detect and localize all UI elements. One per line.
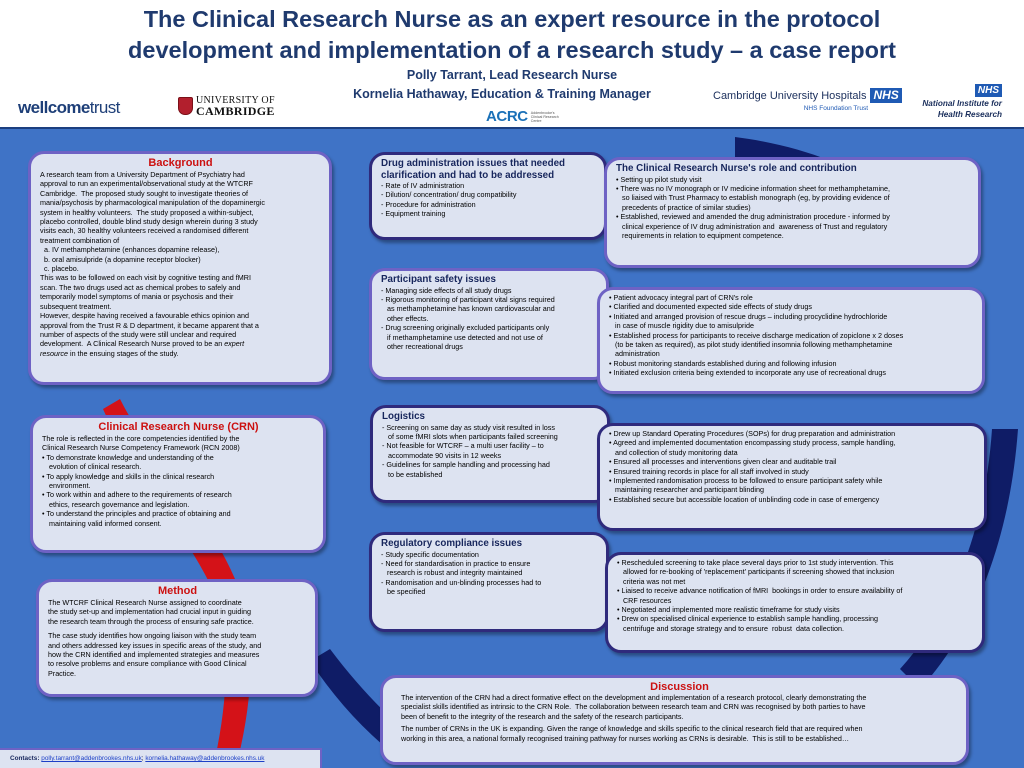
safety-lines-line: other recreational drugs	[381, 341, 463, 351]
bg-lines-line: b. oral amisulpride (a dopamine receptor blocker)	[40, 254, 201, 264]
background-line-text: development. A Clinical Research Nurse proved to be an	[40, 339, 223, 349]
regulatory-heading: Regulatory compliance issues	[381, 538, 523, 549]
disc-p2-line: The number of CRNs in the UK is expanding. Given the range of knowledge and skills specific to the clinical research field that are required when	[401, 724, 863, 734]
logistics-lines-line: to be established	[382, 469, 443, 479]
wellcome-logo-word: wellcome	[18, 98, 90, 117]
method-p2-line: how the CRN identified and implemented strategies and measures	[48, 650, 260, 660]
method-p2-line: to resolve problems and ensure compliance with Good Clinical	[48, 659, 247, 669]
crn-role-list	[616, 175, 970, 241]
regulatory-lines-line: - Need for standardisation in practice to ensure	[381, 558, 531, 568]
bg-lines-line: approval to run an experimental/observational study at the WTCRF	[40, 179, 253, 189]
method-p1-line: the research team through the process of ensuring safe practice.	[48, 616, 254, 626]
role-lines-line: precedents of practice of similar studies)	[616, 202, 751, 212]
author-2: Kornelia Hathaway, Education & Training Manager	[353, 87, 651, 101]
regulatory-actions-lines-line: CRF resources	[617, 595, 672, 605]
bg-lines-line: visits each, 30 healthy volunteers received a randomised different	[40, 226, 249, 236]
logistics-lines-line: of some fMRI slots when participants failed screening	[382, 431, 558, 441]
author-1: Polly Tarrant, Lead Research Nurse	[406, 68, 618, 82]
nihr-logo-line1: National Institute for	[922, 99, 1002, 108]
regulatory-actions-list	[617, 558, 974, 633]
crn-panel	[30, 415, 326, 553]
crn-competency-item: • To work within and adhere to the requirements of research	[42, 490, 232, 500]
drug-items-line: - Equipment training	[381, 209, 446, 219]
discussion-paragraph-2	[401, 724, 958, 743]
disc-p1-line: specialist skills identified as intrinsic to the CRN Role. The collaboration between research team and CRN was recognised by both parties to have	[401, 702, 866, 712]
cambridge-university-logo	[178, 96, 275, 116]
role-lines-line: requirements in relation to equipment competence.	[616, 230, 784, 240]
crn-competency-item: • To demonstrate knowledge and understanding of the	[42, 452, 214, 462]
safety-lines-line: as methamphetamine has known cardiovascular and	[381, 304, 555, 314]
safety-lines-line: other effects.	[381, 313, 429, 323]
regulatory-actions-panel	[605, 552, 985, 653]
crn-competency-list	[42, 453, 315, 528]
safety-actions-panel	[597, 287, 985, 394]
background-italic-expert: expert	[224, 339, 245, 349]
role-lines-line: clinical experience of IV drug administration and awareness of Trust and regulatory	[616, 221, 888, 231]
safety-actions-lines-line: • Clarified and documented expected side effects of study drugs	[609, 302, 812, 312]
cuh-logo-sub: NHS Foundation Trust	[803, 105, 868, 112]
safety-actions-lines-line: • Robust monitoring standards established during and following infusion	[609, 358, 837, 368]
safety-actions-lines-line: • Patient advocacy integral part of CRN's role	[609, 293, 753, 302]
background-text	[40, 170, 321, 349]
logistics-list	[382, 423, 599, 479]
poster-title	[0, 4, 1024, 66]
crn-heading: Clinical Research Nurse (CRN)	[98, 421, 259, 433]
drug-admin-heading-2: clarification and had to be addressed	[381, 169, 555, 181]
method-panel	[36, 579, 318, 697]
safety-actions-list	[609, 293, 974, 378]
safety-actions-lines-line: • Established process for participants to receive discharge medication of zopiclone x 2 doses	[609, 330, 904, 340]
crn-role-heading: The Clinical Research Nurse's role and contribution	[616, 163, 857, 174]
discussion-heading: Discussion	[650, 681, 709, 693]
participant-safety-panel	[369, 268, 609, 380]
acrc-logo-word: ACRC	[486, 108, 528, 125]
regulatory-actions-lines-line: • Rescheduled screening to take place several days prior to 1st study intervention. This	[617, 558, 894, 567]
nihr-logo	[910, 80, 1002, 120]
regulatory-panel	[369, 532, 609, 632]
bg-lines-line: number of aspects of the study were still unclear and required	[40, 329, 237, 339]
title-line-2: development and implementation of a research study – a case report	[128, 37, 896, 63]
role-lines-line: • Setting up pilot study visit	[616, 174, 702, 184]
contact-email-2[interactable]: kornelia.hathaway@addenbrookes.nhs.uk	[145, 755, 265, 762]
bg-lines-line: treatment combination of	[40, 235, 120, 245]
background-last-line	[40, 349, 321, 358]
method-p1-line: the study set-up and implementation had crucial input in guiding	[48, 607, 251, 617]
drug-items-line: - Procedure for administration	[381, 199, 476, 209]
cambridge-logo-line2: CAMBRIDGE	[196, 104, 275, 118]
bg-lines-line: Cambridge. The proposed study sought to investigate theories of	[40, 188, 249, 198]
safety-lines-line: if methamphetamine use detected and not use of	[381, 332, 543, 342]
background-italic-resource: resource	[40, 348, 68, 358]
bg-lines-line: system in healthy volunteers. The study proposed a within-subject,	[40, 207, 254, 217]
logistics-actions-lines-line: maintaining researcher and participant blinding	[609, 485, 765, 495]
drug-admin-list	[381, 181, 596, 219]
method-paragraph-1	[48, 598, 307, 626]
logistics-heading: Logistics	[382, 411, 426, 422]
logistics-actions-lines-line: • Agreed and implemented documentation encompassing study process, sample handling,	[609, 438, 896, 448]
disc-p1-line: The intervention of the CRN had a direct formative effect on the development and implementation of a research protocol, clearly demonstrating the	[401, 693, 867, 702]
logistics-lines-line: accommodate 90 visits in 12 weeks	[382, 450, 502, 460]
method-paragraph-2	[48, 631, 307, 678]
cambridge-crest-icon	[178, 97, 193, 115]
regulatory-actions-lines-line: • Negotiated and implemented more realistic timeframe for study visits	[617, 605, 840, 615]
crn-intro	[42, 434, 315, 453]
logistics-lines-line: - Not feasible for WTCRF – a multi user facility – to	[382, 441, 544, 451]
safety-actions-lines-line: in case of muscle rigidity due to amisulpride	[609, 321, 755, 331]
crn-competency-item-cont: ethics, research governance and legislation.	[49, 499, 190, 509]
logistics-actions-lines-line: and collection of study monitoring data	[609, 447, 738, 457]
crn-competency-item-cont: environment.	[49, 481, 91, 491]
bg-lines-line: scan. The two drugs used act as chemical probes to safely and	[40, 282, 241, 292]
regulatory-list	[381, 550, 598, 597]
acrc-logo-subtitle: Addenbrooke's Clinical Research Centre	[530, 110, 559, 123]
regulatory-lines-line: be specified	[381, 587, 426, 597]
safety-lines-line: - Managing side effects of all study drugs	[381, 285, 512, 295]
regulatory-actions-lines-line: allowed for re-booking of 'replacement' participants if screening showed that inclusion	[617, 567, 895, 577]
contacts-label: Contacts:	[10, 755, 40, 762]
logistics-lines-line: - Screening on same day as study visit resulted in loss	[382, 422, 555, 432]
contacts-bar	[0, 748, 322, 768]
discussion-panel	[380, 675, 969, 765]
background-last-plain: in the ensuing stages of the study.	[67, 348, 179, 358]
method-p2-line: The case study identifies how ongoing liaison with the study team	[48, 631, 257, 641]
cuh-logo-name: Cambridge University Hospitals	[713, 89, 867, 102]
crn-competency-item: • To apply knowledge and skills in the clinical research	[42, 471, 215, 481]
wellcome-trust-logo	[18, 98, 120, 118]
bg-lines-line: approval from the Trust R & D department, it became apparent that a	[40, 320, 259, 330]
logistics-panel	[370, 405, 610, 503]
wellcome-logo-trust: trust	[89, 98, 120, 117]
cuh-logo	[713, 88, 899, 112]
disc-p2-line: working in this area, a national formally recognised training pathway for nurses working as CRNs is desirable. This is still to be established…	[401, 733, 850, 743]
role-lines-line: • Established, reviewed and amended the drug administration procedure - informed by	[616, 212, 890, 222]
safety-actions-lines-line: (to be taken as required), as pilot study identified insomnia following methamphetamine	[609, 340, 893, 350]
role-lines-line: so liaised with Trust Pharmacy to establish monograph (eg, by providing evidence of	[616, 193, 890, 203]
logistics-actions-lines-line: • Drew up Standard Operating Procedures (SOPs) for drug preparation and administration	[609, 429, 896, 438]
bg-lines-line: subsequent treatment.	[40, 301, 112, 311]
participant-safety-heading: Participant safety issues	[381, 274, 496, 285]
regulatory-lines-line: - Study specific documentation	[381, 549, 479, 559]
role-lines-line: • There was no IV monograph or IV medicine information sheet for methamphetamine,	[616, 183, 891, 193]
safety-lines-line: - Drug screening originally excluded participants only	[381, 323, 550, 333]
regulatory-actions-lines-line: centrifuge and storage strategy and to ensure robust data collection.	[617, 623, 844, 633]
logistics-actions-panel	[597, 423, 987, 531]
method-p2-line: Practice.	[48, 668, 76, 678]
participant-safety-list	[381, 286, 598, 352]
safety-actions-lines-line: • Initiated and arranged provision of rescue drugs – including procyclidine hydrochloride	[609, 311, 888, 321]
bg-lines-line: temporarily model symptoms of mania or psychosis and their	[40, 292, 234, 302]
safety-actions-lines-line: administration	[609, 349, 660, 359]
regulatory-lines-line: research is robust and integrity maintained	[381, 568, 523, 578]
cambridge-logo-line1: UNIVERSITY OF	[196, 95, 275, 106]
bg-lines-line: placebo controlled, double blind study design wherein during 3 study	[40, 217, 258, 227]
regulatory-actions-lines-line: • Liaised to receive advance notification of fMRI bookings in order to ensure availability of	[617, 586, 903, 596]
bg-lines-line: a. IV methamphetamine (enhances dopamine release),	[40, 245, 220, 255]
crn-competency-item-cont: maintaining valid informed consent.	[49, 518, 162, 528]
regulatory-lines-line: - Randomisation and un-blinding processes had to	[381, 577, 542, 587]
drug-admin-heading-1: Drug administration issues that needed	[381, 158, 565, 169]
logistics-actions-lines-line: • Established secure but accessible location of unblinding code in case of emergency	[609, 494, 880, 504]
background-heading: Background	[148, 157, 213, 169]
crn-intro-line: The role is reflected in the core competencies identified by the	[42, 434, 240, 443]
nihr-nhs-badge: NHS	[975, 84, 1002, 97]
title-line-1: The Clinical Research Nurse as an expert resource in the protocol	[143, 6, 881, 32]
crn-competency-item-cont: evolution of clinical research.	[49, 462, 142, 472]
drug-admin-panel	[369, 152, 607, 240]
drug-items-line: - Dilution/ concentration/ drug compatibility	[381, 190, 517, 200]
discussion-paragraph-1	[401, 693, 958, 721]
method-p1-line: The WTCRF Clinical Research Nurse assigned to coordinate	[48, 598, 242, 607]
bg-lines-line: However, despite having received a favourable ethics opinion and	[40, 311, 249, 321]
acrc-logo	[486, 108, 561, 125]
crn-intro-line: Clinical Research Nurse Competency Framework (RCN 2008)	[42, 443, 240, 453]
regulatory-actions-lines-line: • Drew on specialised clinical experience to establish sample handling, processing	[617, 614, 879, 624]
safety-lines-line: - Rigorous monitoring of participant vital signs required	[381, 294, 555, 304]
contact-separator: ;	[141, 755, 144, 762]
logistics-actions-list	[609, 429, 976, 504]
crn-competency-item: • To understand the principles and practice of obtaining and	[42, 509, 231, 519]
drug-items-line: - Rate of IV administration	[381, 181, 465, 190]
logistics-actions-lines-line: • Implemented randomisation process to be followed to ensure participant safety while	[609, 476, 883, 486]
crn-role-panel	[604, 157, 981, 268]
disc-p1-line: been of benefit to the integrity of the research and the safety of the research participants.	[401, 711, 684, 721]
bg-lines-line: mania/psychosis by pharmacological manipulation of the dopaminergic	[40, 198, 265, 208]
method-heading: Method	[157, 585, 198, 597]
logistics-actions-lines-line: • Ensured all processes and interventions given clear and auditable trail	[609, 457, 837, 467]
contact-email-1[interactable]: polly.tarrant@addenbrookes.nhs.uk	[41, 755, 142, 762]
method-p2-line: and others addressed key issues in specific areas of the study, and	[48, 640, 262, 650]
cuh-nhs-badge: NHS	[870, 88, 901, 103]
bg-lines-line	[40, 339, 321, 348]
regulatory-actions-lines-line: criteria was not met	[617, 576, 686, 586]
safety-actions-lines-line: • Initiated exclusion criteria being extended to incorporate any use of recreational drugs	[609, 368, 887, 378]
bg-lines-line: This was to be followed on each visit by cognitive testing and fMRI	[40, 273, 251, 283]
logistics-actions-lines-line: • Ensured training records in place for all staff involved in study	[609, 466, 809, 476]
nihr-logo-line2: Health Research	[937, 110, 1002, 119]
bg-lines-line: A research team from a University Department of Psychiatry had	[40, 170, 245, 179]
bg-lines-line: c. placebo.	[40, 264, 79, 274]
logistics-lines-line: - Guidelines for sample handling and processing had	[382, 460, 550, 470]
background-panel	[28, 151, 332, 385]
